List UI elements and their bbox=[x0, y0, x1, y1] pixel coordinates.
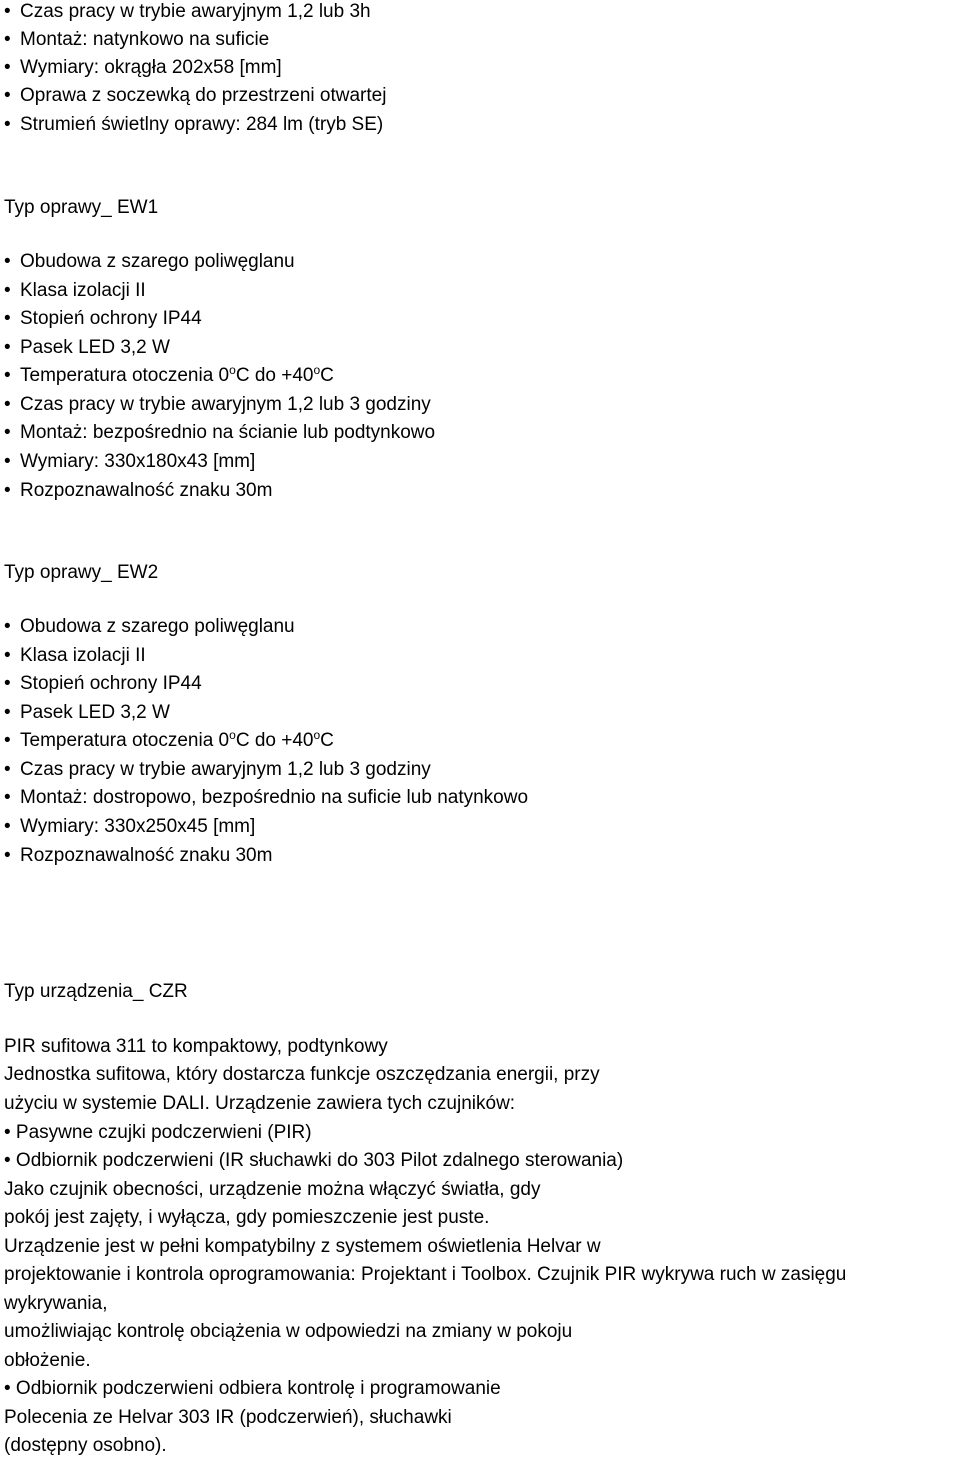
list-item: • Wymiary: 330x250x45 [mm] bbox=[4, 815, 255, 839]
list-item: • Montaż: natynkowo na suficie bbox=[4, 28, 269, 52]
paragraph-line: użyciu w systemie DALI. Urządzenie zawiera tych czujników: bbox=[4, 1093, 516, 1114]
list-item: • Stopień ochrony IP44 bbox=[4, 307, 202, 331]
paragraph-line: pokój jest zajęty, i wyłącza, gdy pomieszczenie jest puste. bbox=[4, 1207, 490, 1228]
list-item: • Strumień świetlny oprawy: 284 lm (tryb SE) bbox=[4, 113, 383, 137]
paragraph-line: Jednostka sufitowa, który dostarcza funkcje oszczędzania energii, przy bbox=[4, 1064, 600, 1085]
list-item: • Klasa izolacji II bbox=[4, 279, 146, 303]
list-item-temperature: • Temperatura otoczenia 0$^o$C do $+40^oC$ bbox=[4, 364, 334, 388]
list-item: • Oprawa z soczewką do przestrzeni otwartej bbox=[4, 84, 386, 108]
section-heading-czr: Typ urządzenia_ CZR bbox=[4, 981, 188, 1002]
list-item: • Czas pracy w trybie awaryjnym 1,2 lub 3h bbox=[4, 0, 371, 24]
list-item: • Pasek LED 3,2 W bbox=[4, 336, 170, 360]
paragraph-line: umożliwiając kontrolę obciążenia w odpowiedzi na zmiany w pokoju bbox=[4, 1321, 573, 1342]
paragraph-line: Polecenia ze Helvar 303 IR (podczerwień), słuchawki bbox=[4, 1407, 452, 1428]
list-item: • Stopień ochrony IP44 bbox=[4, 672, 202, 696]
list-item: • Klasa izolacji II bbox=[4, 644, 146, 668]
list-item: • Czas pracy w trybie awaryjnym 1,2 lub 3 godziny bbox=[4, 758, 431, 782]
paragraph-line: Urządzenie jest w pełni kompatybilny z systemem oświetlenia Helvar w bbox=[4, 1236, 601, 1257]
list-item: • Rozpoznawalność znaku 30m bbox=[4, 844, 272, 868]
section-heading-ew1: Typ oprawy_ EW1 bbox=[4, 197, 159, 218]
list-item: • Montaż: dostropowo, bezpośrednio na suficie lub natynkowo bbox=[4, 786, 528, 810]
list-item-temperature: • Temperatura otoczenia 0$^o$C do $+40^oC$ bbox=[4, 729, 334, 753]
paragraph-line: • Odbiornik podczerwieni odbiera kontrolę i programowanie bbox=[4, 1378, 501, 1399]
list-item: • Pasek LED 3,2 W bbox=[4, 701, 170, 725]
section-heading-ew2: Typ oprawy_ EW2 bbox=[4, 562, 159, 583]
list-item: • Obudowa z szarego poliwęglanu bbox=[4, 615, 295, 639]
list-item: • Wymiary: 330x180x43 [mm] bbox=[4, 450, 255, 474]
list-item: • Montaż: bezpośrednio na ścianie lub podtynkowo bbox=[4, 421, 435, 445]
list-item: • Obudowa z szarego poliwęglanu bbox=[4, 250, 295, 274]
paragraph-line: Jako czujnik obecności, urządzenie można włączyć światła, gdy bbox=[4, 1179, 541, 1200]
paragraph-line: PIR sufitowa 311 to kompaktowy, podtynkowy bbox=[4, 1036, 388, 1057]
paragraph-line: wykrywania, bbox=[4, 1293, 108, 1314]
list-item: • Rozpoznawalność znaku 30m bbox=[4, 479, 272, 503]
paragraph-line: (dostępny osobno). bbox=[4, 1435, 167, 1456]
paragraph-line: • Odbiornik podczerwieni (IR słuchawki do 303 Pilot zdalnego sterowania) bbox=[4, 1150, 624, 1171]
paragraph-line: obłożenie. bbox=[4, 1350, 91, 1371]
paragraph-line: projektowanie i kontrola oprogramowania: Projektant i Toolbox. Czujnik PIR wykrywa ruch w zasięgu bbox=[4, 1264, 847, 1285]
list-item: • Czas pracy w trybie awaryjnym 1,2 lub 3 godziny bbox=[4, 393, 431, 417]
list-item: • Wymiary: okrągła 202x58 [mm] bbox=[4, 56, 282, 80]
paragraph-line: • Pasywne czujki podczerwieni (PIR) bbox=[4, 1122, 312, 1143]
